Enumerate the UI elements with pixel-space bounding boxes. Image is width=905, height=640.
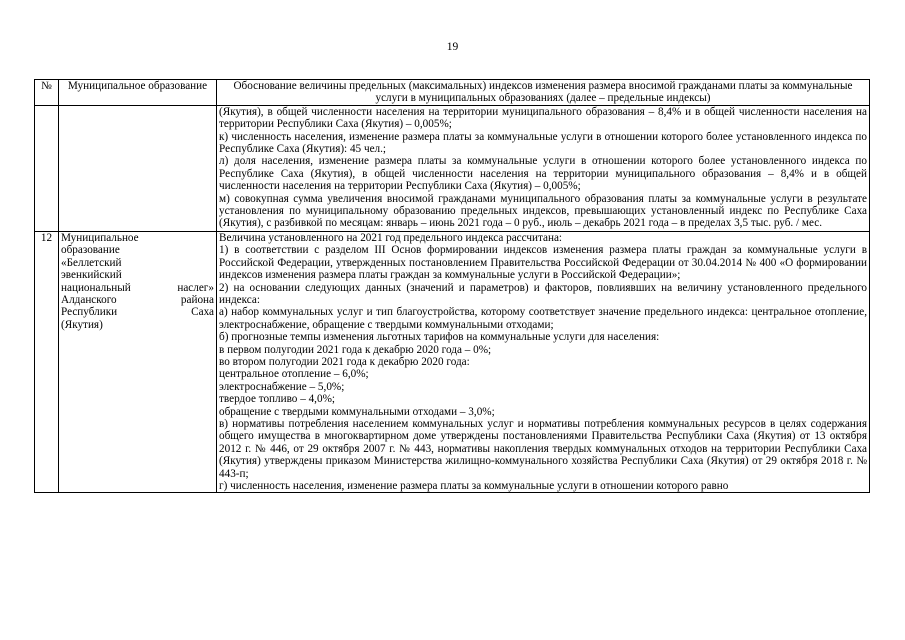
paragraph: л) доля населения, изменение размера платы за коммунальные услуги в отношении которого более установленного индекса по Республике Саха (Якутия), в общей численности населения на территории муниципального образования – 8,4% и в общей численности населения на территории Республики Саха (Якутия) – 0,005%; — [219, 155, 867, 193]
paragraph: твердое топливо – 4,0%; — [219, 393, 335, 406]
municipality-line: эвенкийский — [61, 269, 122, 282]
paragraph: б) прогнозные темпы изменения льготных тарифов на коммунальные услуги для населения: — [219, 331, 660, 344]
municipality-line: образование — [61, 244, 120, 257]
municipality-line: (Якутия) — [61, 318, 103, 331]
table-row — [35, 231, 870, 493]
paragraph: к) численность населения, изменение размера платы за коммунальные услуги в отношении которого более установленного индекса по Республике Саха (Якутия): 45 чел.; — [219, 130, 867, 156]
paragraph: в) нормативы потребления населением коммунальных услуг и нормативы потребления коммунальных ресурсов в целях содержания общего имущества в многоквартирном доме утверждены постановлениями Правительства Республики Саха (Якутия) от 13 октября 2012 г. № 446, от 29 октября 2007 г. № 443, нормативы накопления твердых коммунальных отходов на территории Республики Саха (Якутия) утверждены приказом Министерства жилищно-коммунального хозяйства Республики Саха (Якутия) от 29 октября 2018 г. № 443-п; — [219, 417, 867, 480]
row-justification-cell — [217, 231, 870, 493]
paragraph: г) численность населения, изменение размера платы за коммунальные услуги в отношении которого равно — [219, 480, 729, 492]
paragraph: во втором полугодии 2021 года к декабрю 2020 года: — [219, 355, 470, 368]
paragraph: 2) на основании следующих данных (значений и параметров) и факторов, повлиявших на величину установленного предельного индекса: — [219, 281, 867, 306]
paragraph: 1) в соответствии с разделом III Основ формировании индексов изменения размера платы граждан за коммунальные услуги в Российской Федерации, утвержденных постановлением Правительства Российской Федерации от 30.04.2014 № 400 «О формировании индексов изменения размера платы граждан за коммунальные услуги в Российской Федерации»; — [219, 244, 867, 282]
header-municipality: Муниципальное образование — [59, 80, 217, 106]
paragraph: обращение с твердыми коммунальными отходами – 3,0%; — [219, 405, 495, 418]
row-number-cell — [35, 105, 59, 231]
municipality-line: национальный наслег» — [61, 281, 214, 294]
page-number: 19 — [446, 41, 459, 53]
header-justification: Обоснование величины предельных (максимальных) индексов изменения размера вносимой гражданами платы за коммунальные услуги в муниципальных образованиях (далее – предельные индексы) — [217, 80, 870, 106]
municipality-line: Республики Саха — [61, 306, 214, 319]
paragraph: центральное отопление – 6,0%; — [219, 368, 369, 381]
municipality-line: Муниципальное — [61, 231, 139, 244]
paragraph: Величина установленного на 2021 год предельного индекса рассчитана: — [219, 231, 563, 244]
paragraph: в первом полугодии 2021 года к декабрю 2020 года – 0%; — [219, 343, 492, 356]
row-municipality-cell — [59, 231, 217, 493]
table-row — [35, 105, 870, 231]
row-justification-cell — [217, 105, 870, 231]
paragraph: электроснабжение – 5,0%; — [219, 380, 345, 393]
row-number-cell: 12 — [35, 231, 59, 493]
municipality-line: «Беллетский — [61, 256, 122, 269]
justification-table — [34, 79, 870, 493]
header-number: № — [35, 80, 59, 106]
table-header-row — [35, 80, 870, 106]
paragraph: м) совокупная сумма увеличения вносимой гражданами муниципального образования платы за коммунальные услуги в результате установления по муниципальному образованию предельных индексов, превышающих установленный индекс по Республике Саха (Якутия), с разбивкой по месяцам: январь – июнь 2021 года – 0 руб., июль – декабрь 2021 года – в пределах 3,5 тыс. руб. / мес. — [219, 192, 867, 230]
municipality-line: Алданского района — [61, 293, 214, 306]
paragraph: (Якутия), в общей численности населения на территории муниципального образования – 8,4% и в общей численности населения на территории Республики Саха (Якутия) – 0,005%; — [219, 105, 867, 131]
row-municipality-cell — [59, 105, 217, 231]
paragraph: а) набор коммунальных услуг и тип благоустройства, которому соответствует значение предельного индекса: центральное отопление, электроснабжение, обращение с твердыми коммунальными отходами; — [219, 306, 867, 331]
